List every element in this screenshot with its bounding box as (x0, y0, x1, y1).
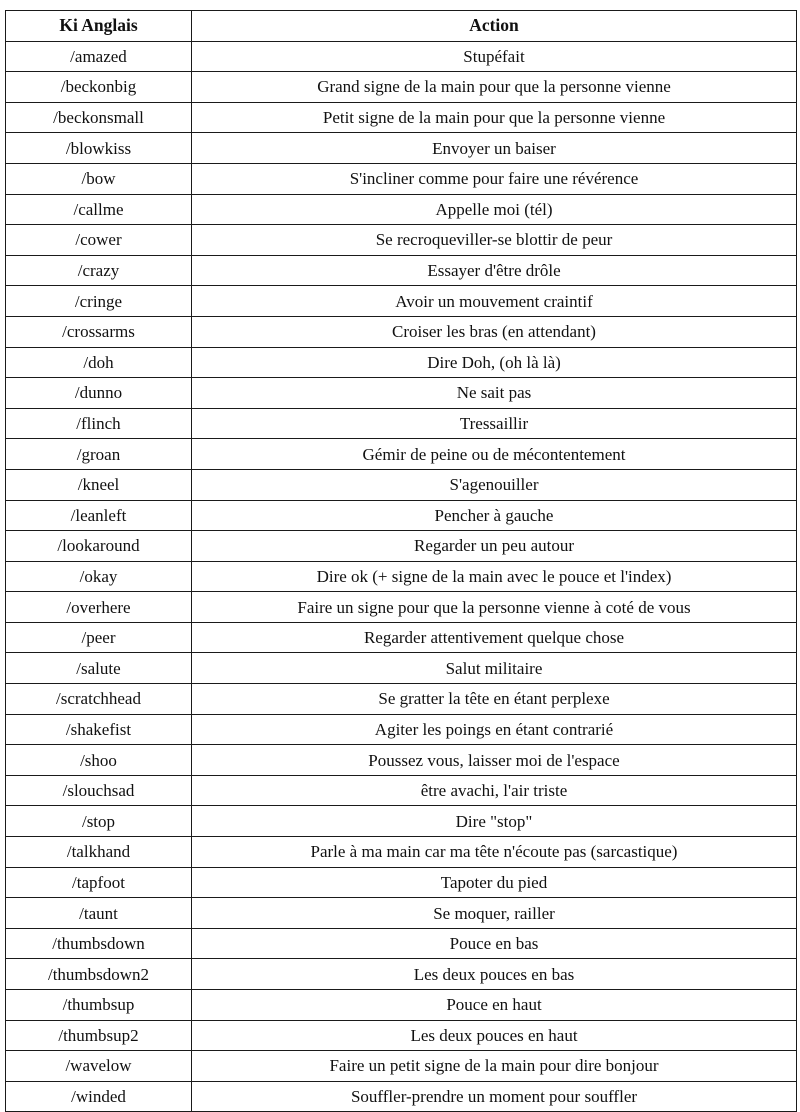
table-row (6, 408, 797, 439)
command-cell: /thumbsdown2 (6, 959, 192, 990)
action-cell: Salut militaire (192, 653, 797, 684)
table-row (6, 194, 797, 225)
action-cell: Appelle moi (tél) (192, 194, 797, 225)
action-cell: Se moquer, railler (192, 898, 797, 929)
action-cell: Les deux pouces en haut (192, 1020, 797, 1051)
action-cell: Essayer d'être drôle (192, 255, 797, 286)
command-cell: /crossarms (6, 316, 192, 347)
command-cell: /amazed (6, 41, 192, 72)
action-cell: Croiser les bras (en attendant) (192, 316, 797, 347)
action-cell: Ne sait pas (192, 378, 797, 409)
command-cell: /taunt (6, 898, 192, 929)
command-cell: /callme (6, 194, 192, 225)
table-row (6, 500, 797, 531)
action-cell: Dire Doh, (oh là là) (192, 347, 797, 378)
command-cell: /kneel (6, 469, 192, 500)
action-cell: S'agenouiller (192, 469, 797, 500)
command-cell: /shakefist (6, 714, 192, 745)
command-cell: /beckonbig (6, 72, 192, 103)
table-row (6, 41, 797, 72)
command-cell: /peer (6, 622, 192, 653)
action-cell: Dire ok (+ signe de la main avec le pouce et l'index) (192, 561, 797, 592)
action-cell: Petit signe de la main pour que la personne vienne (192, 102, 797, 133)
table-row (6, 928, 797, 959)
command-cell: /overhere (6, 592, 192, 623)
table-row (6, 1051, 797, 1082)
table-body (6, 41, 797, 1112)
action-cell: Regarder un peu autour (192, 531, 797, 562)
table-row (6, 775, 797, 806)
action-cell: Souffler-prendre un moment pour souffler (192, 1081, 797, 1112)
table-row (6, 286, 797, 317)
table-row (6, 378, 797, 409)
table-row (6, 745, 797, 776)
command-cell: /leanleft (6, 500, 192, 531)
action-cell: Grand signe de la main pour que la personne vienne (192, 72, 797, 103)
table-row (6, 990, 797, 1021)
command-cell: /cringe (6, 286, 192, 317)
action-cell: Agiter les poings en étant contrarié (192, 714, 797, 745)
header-action: Action (192, 11, 797, 42)
command-cell: /cower (6, 225, 192, 256)
table-row (6, 133, 797, 164)
document-page (5, 10, 796, 1112)
command-cell: /dunno (6, 378, 192, 409)
table-row (6, 837, 797, 868)
command-cell: /crazy (6, 255, 192, 286)
table-row (6, 316, 797, 347)
command-cell: /talkhand (6, 837, 192, 868)
command-cell: /blowkiss (6, 133, 192, 164)
command-cell: /slouchsad (6, 775, 192, 806)
table-row (6, 653, 797, 684)
command-cell: /stop (6, 806, 192, 837)
header-row (6, 11, 797, 42)
action-cell: Pouce en bas (192, 928, 797, 959)
table-row (6, 439, 797, 470)
action-cell: Dire "stop" (192, 806, 797, 837)
action-cell: Parle à ma main car ma tête n'écoute pas (sarcastique) (192, 837, 797, 868)
command-cell: /thumbsup2 (6, 1020, 192, 1051)
table-row (6, 561, 797, 592)
table-row (6, 163, 797, 194)
command-cell: /beckonsmall (6, 102, 192, 133)
action-cell: Envoyer un baiser (192, 133, 797, 164)
action-cell: Les deux pouces en bas (192, 959, 797, 990)
table-row (6, 867, 797, 898)
action-cell: Pouce en haut (192, 990, 797, 1021)
command-cell: /bow (6, 163, 192, 194)
table-row (6, 347, 797, 378)
command-cell: /tapfoot (6, 867, 192, 898)
command-cell: /wavelow (6, 1051, 192, 1082)
table-row (6, 622, 797, 653)
table-row (6, 592, 797, 623)
table-row (6, 469, 797, 500)
action-cell: Se gratter la tête en étant perplexe (192, 684, 797, 715)
table-row (6, 255, 797, 286)
table-row (6, 714, 797, 745)
table-row (6, 1020, 797, 1051)
table-row (6, 531, 797, 562)
table-row (6, 959, 797, 990)
command-cell: /doh (6, 347, 192, 378)
action-cell: Poussez vous, laisser moi de l'espace (192, 745, 797, 776)
command-cell: /groan (6, 439, 192, 470)
action-cell: Faire un petit signe de la main pour dire bonjour (192, 1051, 797, 1082)
command-cell: /lookaround (6, 531, 192, 562)
action-cell: Faire un signe pour que la personne vienne à coté de vous (192, 592, 797, 623)
command-cell: /okay (6, 561, 192, 592)
action-cell: Se recroqueviller-se blottir de peur (192, 225, 797, 256)
table-row (6, 72, 797, 103)
command-cell: /scratchhead (6, 684, 192, 715)
command-cell: /winded (6, 1081, 192, 1112)
command-cell: /thumbsdown (6, 928, 192, 959)
table-row (6, 684, 797, 715)
command-cell: /salute (6, 653, 192, 684)
command-cell: /flinch (6, 408, 192, 439)
table-row (6, 102, 797, 133)
action-cell: S'incliner comme pour faire une révérence (192, 163, 797, 194)
action-cell: Stupéfait (192, 41, 797, 72)
table-row (6, 806, 797, 837)
table-row (6, 1081, 797, 1112)
table-row (6, 898, 797, 929)
action-cell: Regarder attentivement quelque chose (192, 622, 797, 653)
header-command: Ki Anglais (6, 11, 192, 42)
command-cell: /thumbsup (6, 990, 192, 1021)
action-cell: Avoir un mouvement craintif (192, 286, 797, 317)
action-cell: Pencher à gauche (192, 500, 797, 531)
action-cell: Tapoter du pied (192, 867, 797, 898)
command-cell: /shoo (6, 745, 192, 776)
emote-table (5, 10, 797, 1112)
action-cell: être avachi, l'air triste (192, 775, 797, 806)
table-row (6, 225, 797, 256)
action-cell: Tressaillir (192, 408, 797, 439)
action-cell: Gémir de peine ou de mécontentement (192, 439, 797, 470)
